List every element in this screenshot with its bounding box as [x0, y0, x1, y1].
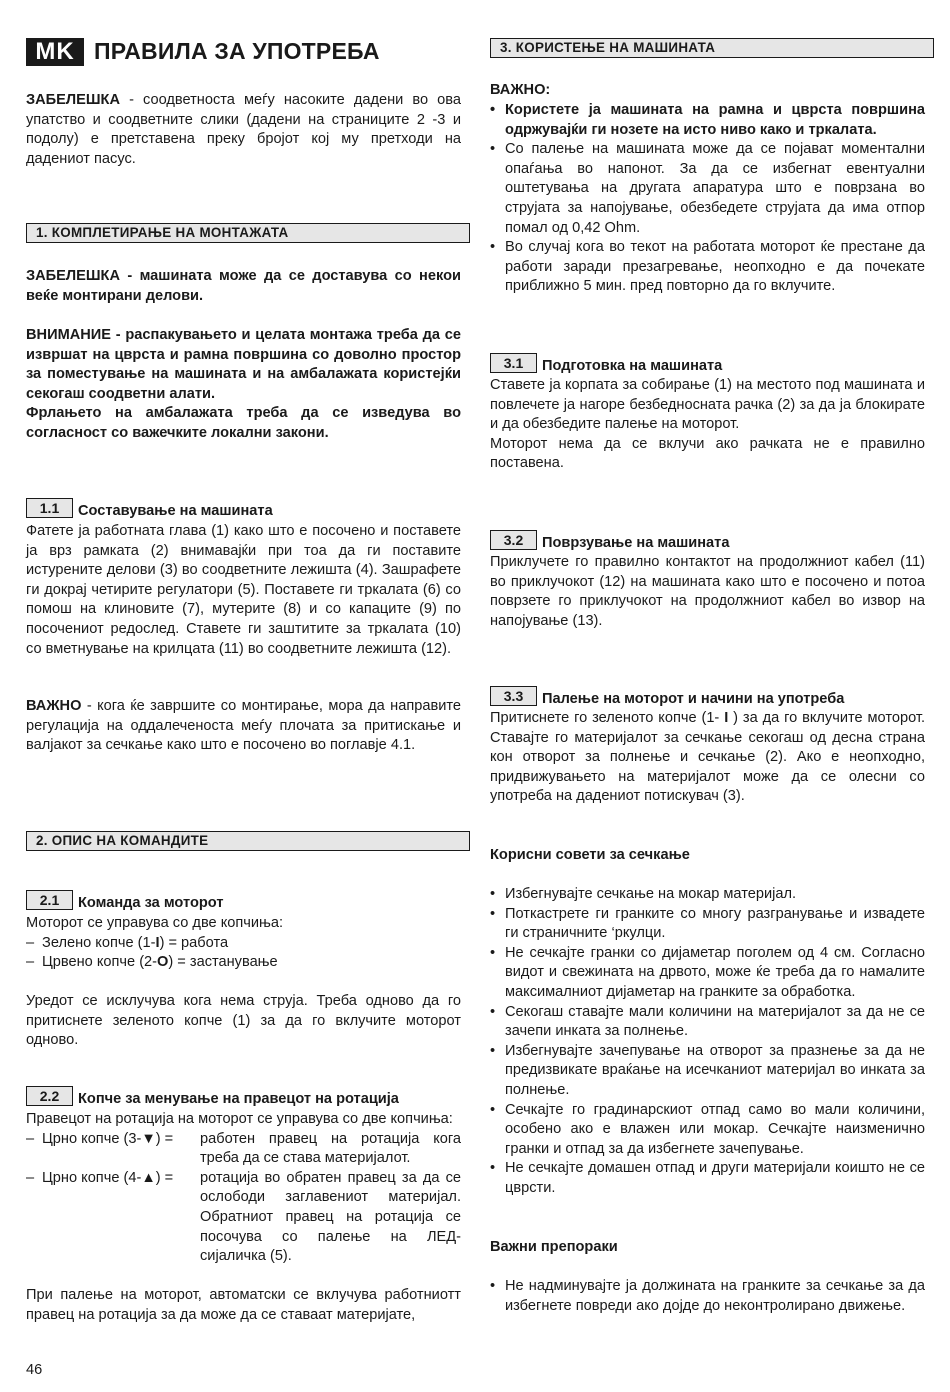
- subsection-1-1-heading: [26, 498, 461, 518]
- section-3-important: ВАЖНО:: [490, 82, 551, 98]
- subsection-number: 2.2: [26, 1086, 73, 1106]
- subsection-3-2-heading: [490, 530, 925, 550]
- subsection-1-1-text: Фатете ја работната глава (1) како што е посочено и поставете ја врз рамката (2) внимавајќи при тоа да ги поставите истурените делови (3) во соодветните лежишта (4). Зашрафете ги докрај четирите регулатори (5). Поставете ги тркалата (6) со помош на клиновите (7), мутерите (8) и со капаците (9) по посочениот редослед. Ставете ги заштитите за тркалата (10) со вметнување на крилцата (11) во соодветните лежишта (12).: [26, 523, 461, 657]
- subsection-title: Команда за моторот: [78, 895, 224, 912]
- subsection-2-2-after: При палење на моторот, автоматски се вклучува работниотт правец на ротација за да може да се ставаат материјате,: [26, 1287, 461, 1323]
- section-1-disposal: Фрлањето на амбалажата треба да се изведува во согласност со важечките локални закони.: [26, 405, 461, 441]
- subsection-number: 3.2: [490, 530, 537, 550]
- important-label: ВАЖНО: [26, 698, 82, 714]
- list-item: • Избегнувајте сечкање на мокар материјал.: [490, 885, 925, 905]
- subsection-2-1-body: [26, 914, 461, 973]
- tips-title: Корисни совети за сечкање: [490, 847, 690, 863]
- subsection-3-1-body: [490, 376, 925, 474]
- important-text: - кога ќе завршите со монтирање, мора да направите регулација на оддалеченоста меѓу плочата за притискање и валјакот за сечкање како што е посочено во поглавје 4.1.: [26, 698, 461, 754]
- subsection-3-2-text: Приклучете го правилно контактот на продолжниот кабел (11) во приклучокот (12) на машината како што е посочено и потоа поврзете го приклучокот на продолжниот кабел во извор на напојување (13).: [490, 554, 925, 629]
- subsection-3-1-heading: [490, 353, 925, 373]
- subsection-number: 3.3: [490, 686, 537, 706]
- subsection-title: Подготовка на машината: [542, 358, 723, 375]
- subsection-number: 1.1: [26, 498, 73, 518]
- subsection-2-2-intro: Правецот на ротација на моторот се управува со две копчиња:: [26, 1111, 453, 1127]
- subsection-2-1-after: Уредот се исклучува кога нема струја. Треба одново да го притиснете зеленото копче (1) за да го вклучите моторот одново.: [26, 993, 461, 1049]
- intro-note-text: - соодветноста меѓу насоките дадени во ова упатство и соодветните слики (дадени на страниците 2 -3 и подолу) е претставена преку бројот кој му претходи на дадениот пасус.: [26, 92, 461, 167]
- list-item: • Поткастрете ги гранките со многу разгранување и извадете ги страничните ‘ркулци.: [490, 905, 925, 944]
- tips-list: [490, 885, 925, 1199]
- subsection-number: 2.1: [26, 890, 73, 910]
- list-item: • Во случај кога во текот на работата моторот ќе престане да работи заради презагревање, неопходно е да почекате приближно 5 мин. пред повторно да го вклучите.: [490, 238, 925, 297]
- list-item: • Избегнувајте зачепување на отворот за празнење за да не предизвикате враќање на исечканиот материјал во инката за полнење.: [490, 1042, 925, 1101]
- subsection-2-1-heading: [26, 890, 461, 910]
- list-item: – Црно копче (3-▼) = работен правец на ротација кога треба да се става материјалот.: [26, 1130, 461, 1167]
- subsection-3-1-text: Ставете ја корпата за собирање (1) на местото под машината и повлечете ја нагоре безбедносната рачка (2) за да ја блокирате и да обезбедите палење на моторот.: [490, 377, 925, 433]
- page-number: 46: [26, 1362, 43, 1378]
- subsection-title: Поврзување на машината: [542, 535, 730, 552]
- subsection-title: Палење на моторот и начини на употреба: [542, 691, 845, 708]
- recommendations-list: [490, 1277, 925, 1316]
- section-1-bar: 1. КОМПЛЕТИРАЊЕ НА МОНТАЖАТА: [26, 223, 470, 243]
- section-3-bullets: [490, 101, 925, 297]
- page-header: [26, 38, 461, 66]
- list-item: • Со палење на машината може да се појават моментални опаѓања во напонот. За да се избегнат евентуални оштетувања на другата апаратура што е поврзана во струјата за напојување, обезбедете струјата да има отпор помал од 0,42 Ohm.: [490, 140, 925, 238]
- intro-note: [26, 91, 461, 169]
- subsection-title: Составување на машината: [78, 503, 273, 520]
- page-title: ПРАВИЛА ЗА УПОТРЕБА: [94, 38, 380, 65]
- subsection-3-3-text: Притиснете го зеленото копче (1- I ) за да го вклучите моторот. Ставајте го материјалот за сечкање секогаш од десна страна кон отворот за полнење и сечкање (2). Ако е неопходно, придвижувањето на материјалот може да се олесни со употреба на дадениот потискувач (3).: [490, 710, 926, 805]
- subsection-3-1-text-2: Моторот нема да се вклучи ако рачката не е правилно поставена.: [490, 435, 925, 472]
- section-1-warning: ВНИМАНИЕ - распакувањето и целата монтажа треба да се извршат на цврста и рамна површина со доволно простор за поместување на машината и на амбалажата користејќи секогаш соодветни алати.: [26, 327, 461, 402]
- list-item: • Секогаш ставајте мали количини на материјалот за да не се зачепи инката за полнење.: [490, 1003, 925, 1042]
- intro-note-label: ЗАБЕЛЕШКА: [26, 92, 120, 108]
- subsection-3-3-heading: [490, 686, 925, 706]
- list-item: • Не сечкајте домашен отпад и други материјали коишто не се цврсти.: [490, 1159, 925, 1198]
- list-item: • Користете ја машината на рамна и цврста површина одржувајќи ги нозете на исто ниво како и тркалата.: [490, 101, 925, 140]
- list-item: • Не сечкајте гранки со дијаметар поголем од 4 см. Согласно видот и свежината на дрвото, може ќе треба да го намалите максималниот дијаметар на гранките за обработка.: [490, 944, 925, 1003]
- list-item: • Не надминувајте ја должината на гранките за сечкање за да избегнете повреди ако дојде до неконтролирано движење.: [490, 1277, 925, 1316]
- section-3-bar: 3. КОРИСТЕЊЕ НА МАШИНАТА: [490, 38, 934, 58]
- list-item: – Црвено копче (2-O) = застанување: [26, 954, 278, 971]
- list-item: – Црно копче (4-▲) = ротација во обратен правец за да се ослободи заглавениот материјал. Обратниот правец на ротација се посочува со палење на ЛЕД-сијаличка (5).: [26, 1169, 461, 1265]
- subsection-2-1-intro: Моторот се управува со две копчиња:: [26, 915, 284, 931]
- subsection-2-2-body: [26, 1110, 461, 1267]
- language-badge: MK: [26, 38, 84, 66]
- section-1-note: ЗАБЕЛЕШКА - машината може да се доставува со некои веќе монтирани делови.: [26, 268, 461, 304]
- section-2-bar: 2. ОПИС НА КОМАНДИТЕ: [26, 831, 470, 851]
- subsection-2-2-heading: [26, 1086, 461, 1106]
- subsection-number: 3.1: [490, 353, 537, 373]
- list-item: – Зелено копче (1-I) = работа: [26, 934, 229, 951]
- subsection-title: Копче за менување на правецот на ротација: [78, 1091, 399, 1108]
- subsection-1-1-important: [26, 697, 461, 756]
- list-item: • Сечкајте го градинарскиот отпад само во мали количини, особено ако е влажен или мокар. Сечкајте наизменично гранки и отпад за да избегнете зачепување.: [490, 1101, 925, 1160]
- recommendations-title: Важни препораки: [490, 1239, 618, 1255]
